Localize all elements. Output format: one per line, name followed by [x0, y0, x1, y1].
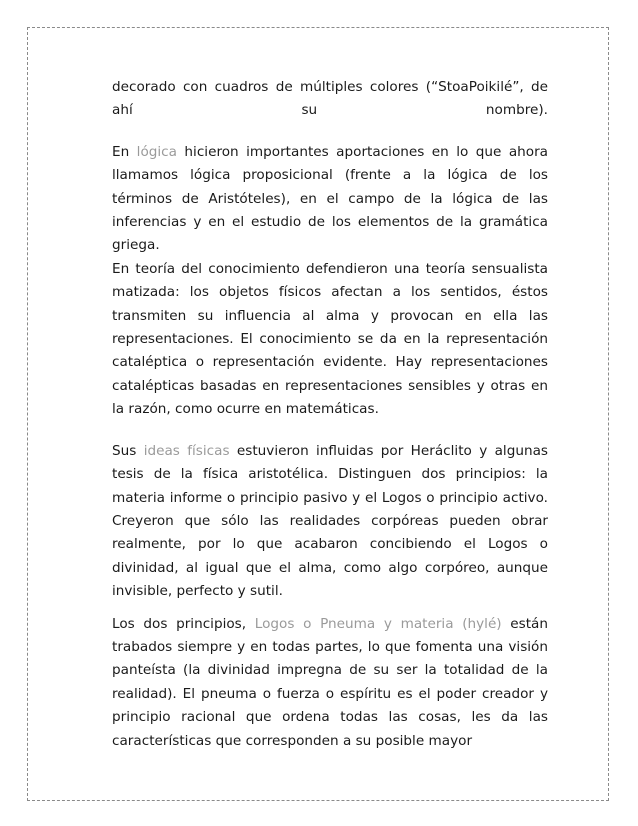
- document-body: [112, 76, 548, 753]
- paragraph-4-lead: Sus: [112, 442, 144, 459]
- paragraph-1-line-2: ahí su nombre).: [112, 102, 548, 119]
- logica-link[interactable]: lógica: [136, 143, 177, 160]
- paragraph-3-text: En teoría del conocimiento defendieron una teoría sensualista matizada: los objetos físicos afectan a los sentidos, éstos transmiten su influencia al alma y provocan en ella las representaciones. El conocimiento se da en la representación cataléptica o representación evidente. Hay representaciones catalépticas basadas en representaciones sensibles y otras en la razón, como ocurre en matemáticas.: [112, 260, 548, 418]
- paragraph-1: [112, 76, 548, 123]
- paragraph-4: [112, 440, 548, 604]
- paragraph-2: [112, 141, 548, 258]
- paragraph-2-text: hicieron importantes aportaciones en lo que ahora llamamos lógica proposicional (frente a la lógica de los términos de Aristóteles), en el campo de la lógica de las inferencias y en el estudio de los elementos de la gramática griega.: [112, 143, 548, 254]
- paragraph-gap: [112, 422, 548, 440]
- paragraph-5-lead: Los dos principios,: [112, 615, 255, 632]
- paragraph-1-line-1: decorado con cuadros de múltiples colores (“StoaPoikilé”, de: [112, 79, 548, 95]
- paragraph-2-lead: En: [112, 143, 137, 160]
- paragraph-gap: [112, 123, 548, 141]
- paragraph-4-text: estuvieron influidas por Heráclito y algunas tesis de la física aristotélica. Distinguen dos principios: la materia informe o principio pasivo y el Logos o principio activo. Creyeron que sólo las realidades corpóreas pueden obrar realmente, por lo que acabaron concibiendo el Logos o divinidad, al igual que el alma, como algo corpóreo, aunque invisible, perfecto y sutil.: [112, 442, 548, 600]
- logos-pneuma-link[interactable]: Logos o Pneuma y materia (hylé): [254, 615, 502, 632]
- ideas-fisicas-link[interactable]: ideas físicas: [143, 442, 230, 459]
- paragraph-5-text: están trabados siempre y en todas partes, lo que fomenta una visión panteísta (la divinidad impregna de su ser la totalidad de la realidad). El pneuma o fuerza o espíritu es el poder creador y principio racional que ordena todas las cosas, les da las características que corresponden a su posible mayor: [112, 615, 548, 749]
- paragraph-gap: [112, 604, 548, 613]
- paragraph-5: [112, 613, 548, 753]
- paragraph-3: [112, 258, 548, 422]
